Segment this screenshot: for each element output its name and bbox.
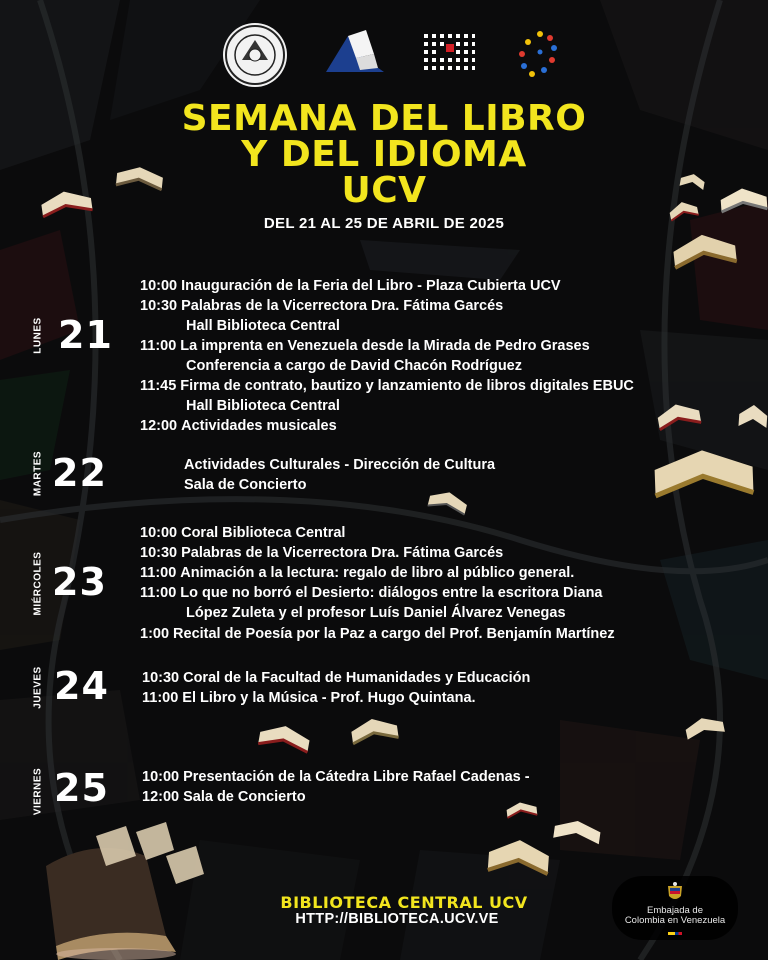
logo-bar xyxy=(0,22,768,88)
dot-grid-logo-icon xyxy=(422,32,476,76)
day-label: VIERNES xyxy=(32,767,44,816)
schedule-line: Hall Biblioteca Central xyxy=(186,318,340,334)
flying-book-icon xyxy=(506,801,537,818)
schedule-line: 1:00 Recital de Poesía por la Paz a cargo del Prof. Benjamín Martínez xyxy=(140,626,615,642)
day-number: 22 xyxy=(52,451,107,495)
embassy-label: Embajada de Colombia en Venezuela xyxy=(624,905,726,926)
day-label: LUNES xyxy=(32,317,44,354)
schedule-line: 10:30 Coral de la Facultad de Humanidades y Educación xyxy=(142,670,531,686)
flying-book-icon xyxy=(258,722,311,752)
day-label: MIÉRCOLES xyxy=(32,551,44,616)
schedule-line: 12:00 Actividades musicales xyxy=(140,418,337,434)
flying-book-icon xyxy=(738,404,767,428)
flying-book-icon xyxy=(684,714,725,740)
schedule-line: 12:00 Sala de Concierto xyxy=(142,789,306,805)
flying-book-icon xyxy=(350,716,399,744)
event-title-line3: UCV xyxy=(341,170,427,211)
colombia-flag-icon xyxy=(668,932,682,935)
flying-book-icon xyxy=(428,488,469,515)
day-label: MARTES xyxy=(32,450,44,497)
paper-book-logo-icon xyxy=(326,28,384,76)
event-dates: DEL 21 AL 25 DE ABRIL DE 2025 xyxy=(263,215,505,232)
embassy-badge xyxy=(612,876,738,940)
schedule-line: Conferencia a cargo de David Chacón Rodríguez xyxy=(186,358,522,374)
day-number: 21 xyxy=(58,313,113,357)
colombia-crest-icon xyxy=(666,882,684,902)
schedule-line: Actividades Culturales - Dirección de Cultura xyxy=(184,457,496,473)
day-number: 25 xyxy=(54,766,109,810)
event-title-line2: Y DEL IDIOMA xyxy=(241,134,527,175)
schedule-line: 11:00 La imprenta en Venezuela desde la Mirada de Pedro Grases xyxy=(140,338,590,354)
schedule-line: 10:00 Coral Biblioteca Central xyxy=(140,525,346,541)
schedule-line: Sala de Concierto xyxy=(184,477,307,493)
footer-title: BIBLIOTECA CENTRAL UCV xyxy=(280,893,528,912)
flying-book-icon xyxy=(488,838,550,874)
schedule-line: 11:00 Animación a la lectura: regalo de libro al público general. xyxy=(140,565,575,581)
schedule-line: 10:00 Inauguración de la Feria del Libro - Plaza Cubierta UCV xyxy=(140,278,561,294)
event-title-line1: SEMANA DEL LIBRO xyxy=(181,98,587,139)
flying-book-icon xyxy=(672,232,737,268)
schedule-line: 11:00 Lo que no borró el Desierto: diálogos entre la escritora Diana xyxy=(140,585,603,601)
color-dots-logo-icon xyxy=(518,28,562,84)
flying-book-icon xyxy=(553,818,601,844)
flying-book-icon xyxy=(656,401,701,430)
open-book-illustration xyxy=(46,822,204,960)
schedule-line: Hall Biblioteca Central xyxy=(186,398,340,414)
university-seal-icon xyxy=(222,22,288,88)
day-label: JUEVES xyxy=(32,666,44,709)
day-number: 24 xyxy=(54,664,109,708)
footer-url[interactable]: HTTP://BIBLIOTECA.UCV.VE xyxy=(295,911,499,927)
day-number: 23 xyxy=(52,560,107,604)
schedule-line: 10:30 Palabras de la Vicerrectora Dra. Fátima Garcés xyxy=(140,545,504,561)
schedule-line: 10:30 Palabras de la Vicerrectora Dra. Fátima Garcés xyxy=(140,298,504,314)
schedule-line: 11:45 Firma de contrato, bautizo y lanzamiento de libros digitales EBUC xyxy=(140,378,634,394)
flying-book-icon xyxy=(654,449,753,496)
schedule-line: 11:00 El Libro y la Música - Prof. Hugo Quintana. xyxy=(142,690,476,706)
schedule-line: López Zuleta y el profesor Luís Daniel Álvarez Venegas xyxy=(186,605,566,621)
schedule-line: 10:00 Presentación de la Cátedra Libre Rafael Cadenas - xyxy=(142,769,530,785)
